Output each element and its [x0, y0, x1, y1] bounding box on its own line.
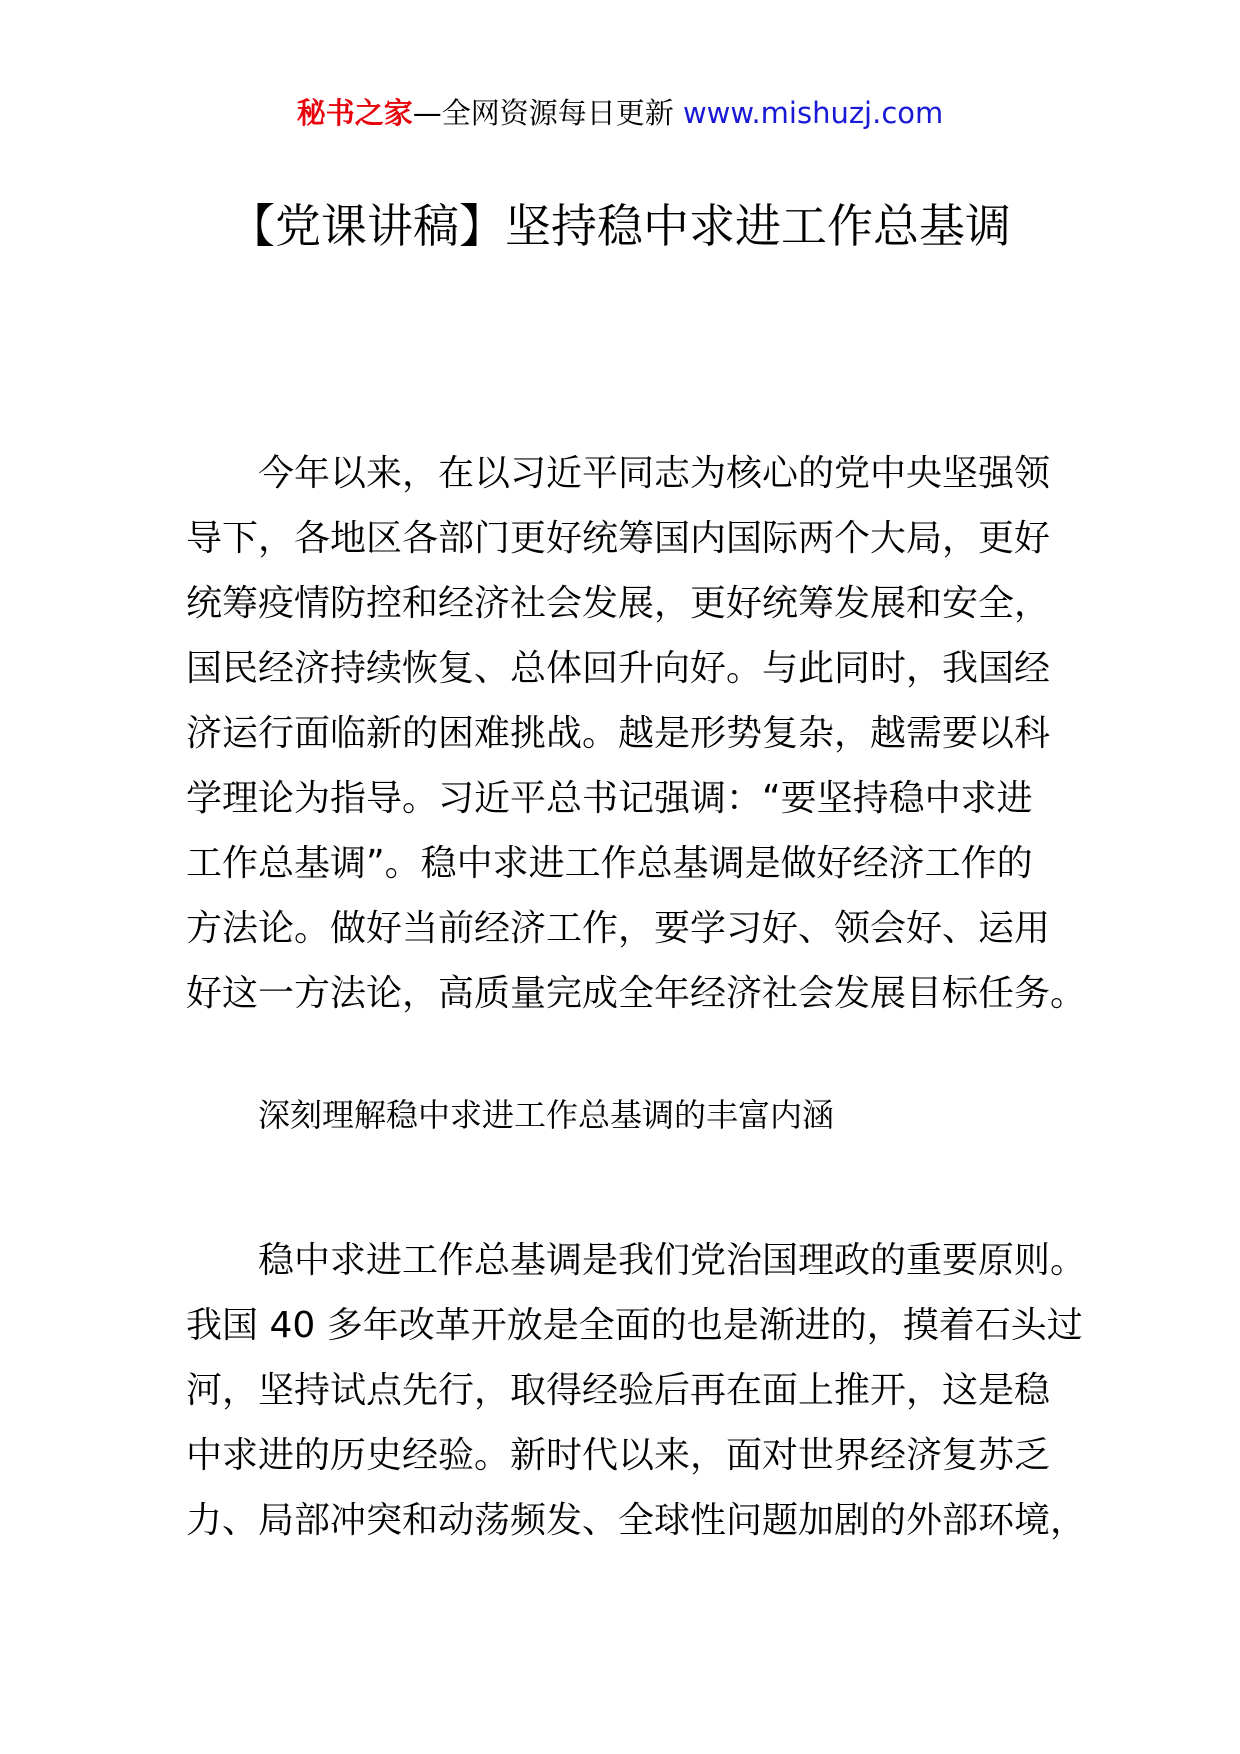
paragraph-line: 今年以来，在以习近平同志为核心的党中央坚强领: [258, 453, 1051, 494]
paragraph-principle: [186, 1228, 1087, 1553]
document-title: 【党课讲稿】坚持稳中求进工作总基调: [229, 199, 1011, 253]
paragraph-line: 稳中求进工作总基调是我们党治国理政的重要原则。: [258, 1240, 1087, 1281]
site-header: [0, 93, 1240, 133]
paragraph-line: 济运行面临新的困难挑战。越是形势复杂，越需要以科: [186, 713, 1051, 754]
paragraph-line: 导下，各地区各部门更好统筹国内国际两个大局，更好: [186, 518, 1051, 559]
paragraph-line: 河，坚持试点先行，取得经验后再在面上推开，这是稳: [186, 1370, 1051, 1411]
paragraph-line: 统筹疫情防控和经济社会发展，更好统筹发展和安全，: [186, 583, 1051, 624]
paragraph-line: 工作总基调”。稳中求进工作总基调是做好经济工作的: [186, 843, 1033, 884]
paragraph-line: 学理论为指导。习近平总书记强调：“要坚持稳中求进: [186, 778, 1033, 819]
header-tagline: —全网资源每日更新: [412, 96, 683, 130]
paragraph-line: 中求进的历史经验。新时代以来，面对世界经济复苏乏: [186, 1435, 1051, 1476]
paragraph-line: 好这一方法论，高质量完成全年经济社会发展目标任务。: [186, 973, 1087, 1014]
paragraph-intro: [186, 441, 1087, 1026]
site-url-link[interactable]: www.mishuzj.com: [682, 96, 944, 130]
paragraph-line: 方法论。做好当前经济工作，要学习好、领会好、运用: [186, 908, 1051, 949]
section-heading: 深刻理解稳中求进工作总基调的丰富内涵: [258, 1096, 835, 1134]
paragraph-line: 力、局部冲突和动荡频发、全球性问题加剧的外部环境，: [186, 1500, 1087, 1541]
paragraph-line: 国民经济持续恢复、总体回升向好。与此同时，我国经: [186, 648, 1051, 689]
brand-name: 秘书之家: [296, 96, 413, 130]
paragraph-line: 我国 40 多年改革开放是全面的也是渐进的，摸着石头过: [186, 1305, 1083, 1346]
